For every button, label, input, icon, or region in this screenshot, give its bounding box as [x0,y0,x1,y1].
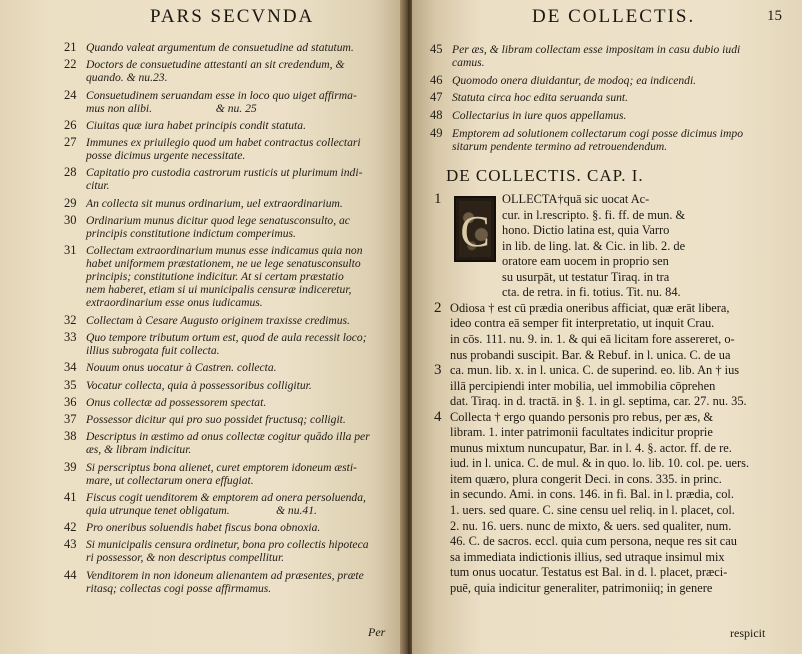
entry-number: 29 [64,195,77,210]
initial-letter: C [460,207,490,256]
entry-line: habet uniformem præstationem, ne ue lege senatusconsulto [86,257,361,271]
entry-line: Doctors de consuetudine attestanti an sit credendum, & [86,58,345,72]
entry-line: nem haberet, etiam si ui municipalis censuræ indiceretur, [86,283,352,297]
entry-line: ri possessor, & non descriptus compellitur. [86,551,285,565]
folio-number: 15 [767,8,782,24]
entry-number: 41 [64,489,77,504]
entry-line: Collectam à Cesare Augusto originem traxisse credimus. [86,313,350,327]
entry-line: Capitatio pro custodia castrorum rusticis ut plurimum indi- [86,166,363,180]
entry-line: Si perscriptus bona alienet, curet emptorem idoneum æsti- [86,460,357,474]
body-line: tum onus uocatur. Testatus est Bal. in d. l. placet, præci- [450,565,728,580]
body-line: nus probandi suscipit. Bar. & Rebuf. in l. unica. C. de ua [450,347,731,362]
entry-line: quia utrunque tenet obligatum. & nu.41. [86,503,317,517]
entry-line: Quo tempore tributum ortum est, quod de aula recessit loco; [86,330,367,344]
entry-number: 38 [64,429,77,444]
body-line: cta. de retra. in fi. totius. Tit. nu. 84. [502,285,681,300]
body-line: in secundo. Ami. in cons. 146. in fi. Bal. in l. prædia, col. [450,487,734,502]
entry-line: Quando valeat argumentum de consuetudine ad statutum. [86,41,354,54]
entry-number: 45 [430,42,443,56]
entry-line: Immunes ex priuilegio quod um habet contractus collectari [86,136,361,150]
entry-line: æs, & libram indicitur. [86,443,192,457]
body-line: 46. C. de sacros. eccl. quia cum persona, neque res sit cau [450,534,737,549]
body-line: Collecta † ergo quando personis pro rebus, per æs, & [450,409,714,424]
entry-line: principis; constitutione indicitur. At si certam præstatio [86,270,344,284]
entry-line: Collectam extraordinarium munus esse indicamus quia non [86,244,363,258]
entry-line: Per æs, & libram collectam esse impositam in casu dubio iudi [452,43,741,56]
body-line: in cōs. 111. nu. 9. in. 1. & qui eā licitam fore assereret, o- [450,331,735,346]
entry-line: Collectarius in iure quos appellamus. [452,109,627,122]
right-catchword: respicit [730,626,766,640]
margin-paragraph-number: 4 [434,408,442,425]
entry-number: 35 [64,377,77,392]
entry-number: 39 [64,459,77,474]
entry-number: 32 [64,312,77,327]
entry-line: illius subrogata fuit collecta. [86,343,220,357]
body-line: iud. in l. unica. C. de mul. & in quo. lo. lib. 10. col. pe. uers. [450,456,750,471]
body-line: 2. nu. 16. uers. nunc de mixto, & uers. sed qualiter, num. [450,518,732,533]
chapter-title: DE COLLECTIS. CAP. I. [446,166,644,185]
body-line: item quæro, plura congerit Deci. in cons. 335. in princ. [450,471,722,486]
entry-line: Statuta circa hoc edita seruanda sunt. [452,91,629,105]
entry-line: Consuetudinem seruandam esse in loco quo uiget affirma- [86,88,357,102]
body-line: oratore eam uocem in proprio sen [502,254,669,269]
left-catchword: Per [368,625,386,639]
body-line: libram. 1. inter patrimonii facultates indicitur proprie [450,425,713,440]
decorated-initial [454,196,496,262]
entry-number: 42 [64,520,77,535]
entry-line: principis constitutione indictum comperimus. [86,226,296,240]
entry-number: 46 [430,72,443,87]
right-page [412,0,802,654]
entry-line: Descriptus in æstimo ad onus collectæ cogitur quādo illa per [86,430,370,444]
entry-line: Quomodo onera diuidantur, de modoq; ea indicendi. [452,73,697,87]
entry-line: mare, ut collectarum onera effugiat. [86,473,254,487]
body-line: ideo contra eā semper fit interpretatio, ut inquit Crau. [450,316,715,331]
body-line: sa immediata indictionis illius, sed utraque insimul mix [450,549,725,564]
entry-line: extraordinarium esse onus iudicamus. [86,296,263,310]
entry-line: Onus collectæ ad possessorem spectat. [86,395,267,409]
body-line: puē, quia indicitur generaliter, patrimoniiq; in genere [450,580,713,595]
entry-line: Si municipalis censura ordinetur, bona pro collectis hipoteca [86,538,369,552]
entry-number: 22 [64,57,77,72]
entry-number: 28 [64,165,77,180]
margin-paragraph-number: 2 [434,299,442,316]
right-page-header: DE COLLECTIS. [532,6,696,27]
body-line: in lib. de ling. lat. & Cic. in lib. 2. de [502,238,686,253]
entry-line: Pro oneribus soluendis habet fiscus bona obnoxia. [86,521,321,535]
entry-number: 48 [430,108,443,122]
left-page-header: PARS SECVNDA [150,6,315,27]
body-line: cur. in l.rescripto. §. fi. ff. de mun. & [502,207,686,222]
entry-number: 26 [64,117,77,132]
entry-line: Nouum onus uocatur à Castren. collecta. [86,361,277,375]
entry-number: 34 [64,360,77,375]
entry-number: 49 [430,125,443,140]
body-line: su usurpāt, ut testatur Tiraq. in tra [502,269,670,284]
entry-line: Possessor dicitur qui pro suo possidet fructusq; colligit. [86,413,346,426]
entry-line: mus non alibi. & nu. 25 [86,101,257,115]
body-line: ca. mun. lib. x. in l. unica. C. de superind. eo. lib. An † ius [450,363,740,378]
margin-paragraph-number: 1 [434,191,442,207]
body-line: illā percipiendi inter mobilia, uel immobilia cōprehen [450,378,716,393]
entry-line: Venditorem in non idoneum alienantem ad præsentes, præte [86,568,364,582]
entry-line: citur. [86,179,110,193]
entry-number: 21 [64,40,77,54]
entry-line: sitarum pendente termino ad retrouendendum. [452,139,668,153]
entry-number: 24 [64,87,77,102]
entry-number: 37 [64,412,77,426]
entry-number: 47 [430,90,443,105]
entry-line: Ciuitas quæ iura habet principis condit statuta. [86,118,306,132]
body-line: munus mixtum nuncupatur, Bar. in l. 4. §. actor. ff. de re. [450,440,732,455]
body-line: Odiosa † est cū prædia oneribus afficiat, quæ erāt libera, [450,300,730,315]
entry-number: 44 [64,567,77,582]
body-line: 1. uers. sed quare. C. sine censu uel reliq. in l. placet, col. [450,503,735,517]
body-line: hono. Dictio latina est, quia Varro [502,223,670,238]
margin-paragraph-number: 3 [434,362,442,379]
entry-number: 36 [64,394,77,409]
entry-number: 27 [64,135,77,150]
entry-line: ritasq; collectas cogi posse affirmamus. [86,581,272,595]
entry-number: 30 [64,212,77,227]
entry-line: posse dicimus urgente necessitate. [86,149,246,163]
entry-line: camus. [452,56,485,70]
body-line: dat. Tiraq. in d. tractā. in §. 1. in gl. septima, car. 27. nu. 35. [450,394,747,409]
entry-number: 33 [64,329,77,344]
entry-line: Fiscus cogit uenditorem & emptorem ad onera persoluenda, [86,490,366,504]
entry-number: 43 [64,537,77,552]
entry-line: An collecta sit munus ordinarium, uel extraordinarium. [86,196,343,210]
entry-line: Ordinarium munus dicitur quod lege senatusconsulto, ac [86,213,350,227]
entry-number: 31 [64,243,77,258]
entry-line: quando. & nu.23. [86,71,168,85]
body-line: OLLECTA†quā sic uocat Ac- [502,192,650,206]
entry-line: Vocatur collecta, quia à possessoribus colligitur. [86,378,312,392]
entry-line: Emptorem ad solutionem collectarum cogi posse dicimus impo [452,126,743,140]
